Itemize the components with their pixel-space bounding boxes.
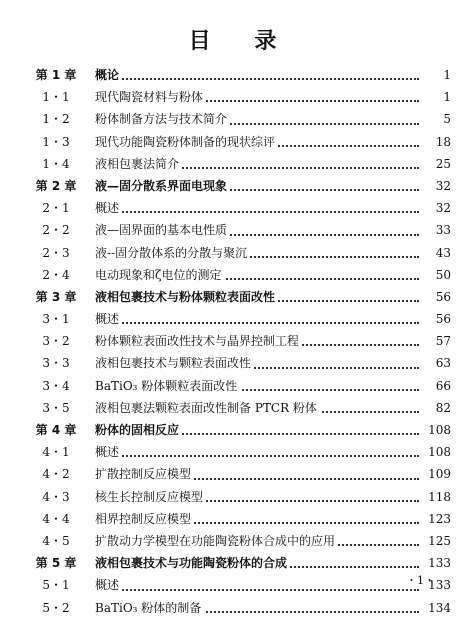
toc-entry-page: 43: [435, 245, 451, 260]
toc-section-row[interactable]: [0, 108, 465, 130]
toc-entry-number: 1・1: [42, 90, 70, 105]
toc-entry-page: 1: [443, 68, 451, 82]
toc-entry-title: 现代陶瓷材料与粉体: [95, 90, 206, 104]
toc-entry-leader: [95, 219, 419, 241]
toc-entry-leader: [95, 64, 419, 86]
toc-section-row[interactable]: [0, 153, 465, 175]
toc-entry-leader: [95, 597, 419, 619]
toc-entry-leader: [95, 175, 419, 197]
toc-entry-number: 3・2: [42, 334, 70, 349]
toc-entry-leader: [95, 463, 419, 485]
toc-entry-title: 液相包裹法颗粒表面改性制备 PTCR 粉体: [95, 401, 320, 415]
toc-entry-leader: [95, 286, 419, 308]
toc-entry-title: 概述: [95, 445, 122, 459]
toc-entry-leader: [95, 552, 419, 574]
toc-entry-page: 50: [435, 267, 451, 282]
toc-entry-number: 第 3 章: [35, 289, 77, 304]
toc-entry-number: 1・2: [42, 112, 70, 127]
toc-section-row[interactable]: [0, 352, 465, 374]
toc-entry-leader: [95, 308, 419, 330]
toc-entry-number: 2・2: [42, 223, 70, 238]
toc-entry-leader: [95, 153, 419, 175]
toc-section-row[interactable]: [0, 463, 465, 485]
toc-entry-page: 123: [428, 511, 451, 526]
toc-entry-title: 液相包裹技术与颗粒表面改性: [95, 356, 254, 370]
toc-entry-number: 第 4 章: [35, 423, 77, 437]
toc-entry-leader: [95, 419, 419, 441]
toc-section-row[interactable]: [0, 219, 465, 241]
toc-entry-title: 概述: [95, 578, 122, 592]
toc-entry-page: 133: [428, 556, 451, 571]
toc-entry-title: BaTiO₃ 粉体颗粒表面改性: [95, 379, 240, 393]
toc-entry-number: 4・3: [42, 489, 70, 504]
toc-entry-page: 56: [435, 289, 451, 304]
toc-entry-number: 2・1: [42, 201, 70, 216]
toc-entry-leader: [95, 352, 419, 374]
toc-entry-number: 3・4: [42, 378, 70, 393]
toc-entry-leader: [95, 574, 419, 596]
toc-entry-leader: [95, 242, 419, 264]
toc-entry-leader: [95, 397, 419, 419]
toc-entry-title: 核生长控制反应模型: [95, 490, 206, 504]
toc-section-row[interactable]: [0, 264, 465, 286]
toc-entry-page: 57: [435, 334, 451, 349]
toc-entry-leader: [95, 530, 419, 552]
toc-section-row[interactable]: [0, 131, 465, 153]
toc-entry-page: 82: [435, 400, 451, 415]
toc-entry-number: 4・1: [42, 445, 70, 460]
toc-entry-page: 66: [435, 378, 451, 393]
toc-section-row[interactable]: [0, 308, 465, 330]
toc-section-row[interactable]: [0, 375, 465, 397]
toc-entry-page: 5: [443, 112, 451, 127]
toc-entry-title: 粉体的固相反应: [95, 423, 182, 437]
toc-entry-page: 134: [428, 600, 451, 615]
toc-entry-title: 液—固界面的基本电性质: [95, 223, 230, 237]
toc-chapter-row[interactable]: [0, 419, 465, 441]
toc-entry-number: 1・4: [42, 156, 70, 171]
toc-entry-number: 4・4: [42, 511, 70, 526]
page-number: ・1・: [406, 574, 435, 587]
toc-entry-number: 3・5: [42, 400, 70, 415]
toc-entry-title: 概述: [95, 312, 122, 326]
toc-entry-page: 56: [435, 312, 451, 327]
toc-chapter-row[interactable]: [0, 64, 465, 86]
toc-section-row[interactable]: [0, 441, 465, 463]
toc-section-row[interactable]: [0, 597, 465, 619]
toc-chapter-row[interactable]: [0, 286, 465, 308]
toc-entry-number: 4・5: [42, 533, 70, 548]
toc-entry-page: 108: [428, 445, 451, 460]
toc-entry-number: 5・1: [42, 578, 70, 593]
page-title: 目 录: [188, 29, 295, 54]
toc-section-row[interactable]: [0, 486, 465, 508]
toc-entry-leader: [95, 330, 419, 352]
toc-entry-number: 3・1: [42, 312, 70, 327]
toc-entry-title: 概论: [95, 68, 122, 82]
toc-entry-page: 63: [435, 356, 451, 371]
toc-entry-page: 33: [435, 223, 451, 238]
toc-entry-number: 5・2: [42, 600, 70, 615]
toc-section-row[interactable]: [0, 397, 465, 419]
toc-entry-page: 18: [435, 134, 451, 149]
toc-entry-number: 2・4: [42, 267, 70, 282]
toc-entry-leader: [95, 441, 419, 463]
toc-entry-leader: [95, 86, 419, 108]
toc-entry-title: 扩散动力学模型在功能陶瓷粉体合成中的应用: [95, 534, 338, 548]
toc-section-row[interactable]: [0, 242, 465, 264]
toc-entry-leader: [95, 264, 419, 286]
toc-entry-title: 现代功能陶瓷粉体制备的现状综评: [95, 135, 278, 149]
toc-entry-title: 相界控制反应模型: [95, 512, 194, 526]
toc-chapter-row[interactable]: [0, 552, 465, 574]
toc-section-row[interactable]: [0, 574, 465, 596]
toc-entry-page: 109: [428, 467, 451, 482]
toc-entry-leader: [95, 131, 419, 153]
toc-entry-page: 108: [428, 423, 451, 437]
toc-entry-number: 第 2 章: [35, 178, 77, 193]
toc-chapter-row[interactable]: [0, 175, 465, 197]
toc-entry-number: 1・3: [42, 134, 70, 149]
toc-entry-number: 第 5 章: [35, 556, 77, 571]
toc-entry-title: 扩散控制反应模型: [95, 467, 194, 481]
toc-entry-page: 32: [435, 178, 451, 193]
toc-entry-title: 液—固分散系界面电现象: [95, 179, 230, 193]
toc-entry-title: 液相包裹技术与粉体颗粒表面改性: [95, 290, 278, 304]
toc-entry-title: 粉体制备方法与技术简介: [95, 112, 230, 126]
toc-entry-page: 125: [428, 533, 451, 548]
toc-list: [0, 64, 465, 619]
toc-entry-leader: [95, 486, 419, 508]
toc-entry-title: BaTiO₃ 粉体的制备: [95, 601, 204, 615]
toc-entry-page: 133: [428, 578, 451, 593]
toc-entry-number: 3・3: [42, 356, 70, 371]
toc-entry-title: 液相包裹技术与功能陶瓷粉体的合成: [95, 556, 290, 570]
toc-entry-number: 2・3: [42, 245, 70, 260]
toc-section-row[interactable]: [0, 530, 465, 552]
toc-entry-title: 粉体颗粒表面改性技术与晶界控制工程: [95, 334, 302, 348]
toc-entry-title: 概述: [95, 201, 122, 215]
toc-entry-title: 液相包裹法简介: [95, 157, 182, 171]
toc-entry-title: 液--固分散体系的分散与聚沉: [95, 246, 250, 260]
toc-section-row[interactable]: [0, 508, 465, 530]
toc-entry-page: 32: [435, 201, 451, 216]
toc-entry-number: 4・2: [42, 467, 70, 482]
toc-entry-page: 1: [443, 90, 451, 105]
toc-entry-leader: [95, 508, 419, 530]
toc-section-row[interactable]: [0, 330, 465, 352]
toc-entry-page: 25: [435, 156, 451, 171]
toc-entry-leader: [95, 197, 419, 219]
toc-section-row[interactable]: [0, 197, 465, 219]
toc-entry-leader: [95, 375, 419, 397]
toc-entry-leader: [95, 108, 419, 130]
toc-entry-page: 118: [428, 489, 451, 504]
toc-entry-number: 第 1 章: [35, 68, 77, 82]
toc-entry-title: 电动现象和ζ电位的测定: [95, 268, 225, 282]
toc-section-row[interactable]: [0, 86, 465, 108]
